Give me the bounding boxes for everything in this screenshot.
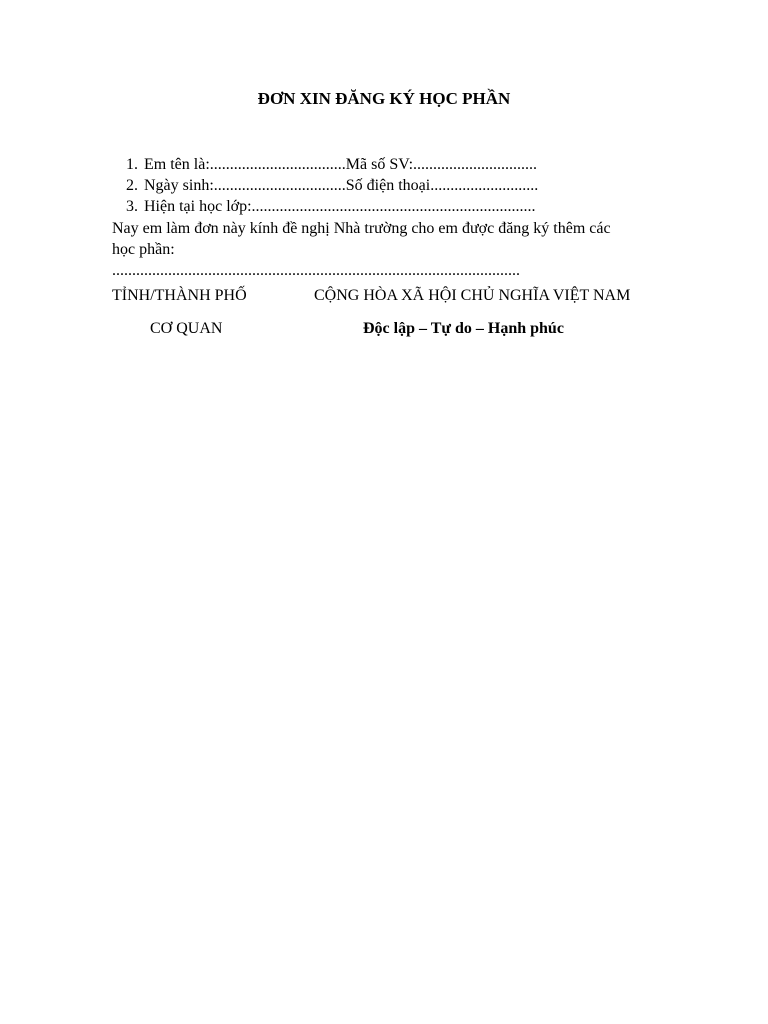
list-item <box>112 196 538 217</box>
list-item <box>112 154 538 175</box>
national-title: CỘNG HÒA XÃ HỘI CHỦ NGHĨA VIỆT NAM <box>314 287 631 304</box>
list-item-text: Ngày sinh:.................................Số điện thoại........................... <box>144 177 539 194</box>
list-item-number: 2. <box>126 177 138 194</box>
paragraph-line: học phần: <box>112 241 175 258</box>
list-item-text: Hiện tại học lớp:....................................................................... <box>144 198 536 215</box>
national-motto: Độc lập – Tự do – Hạnh phúc <box>363 320 564 337</box>
list-item-number: 3. <box>126 198 138 215</box>
document-title: ĐƠN XIN ĐĂNG KÝ HỌC PHẦN <box>257 89 511 108</box>
dotted-fill-line: ...................................................................................................... <box>112 262 520 279</box>
field-list <box>112 154 538 217</box>
list-item <box>112 175 538 196</box>
paragraph-line: Nay em làm đơn này kính đề nghị Nhà trường cho em được đăng ký thêm các <box>112 220 611 237</box>
list-item-number: 1. <box>126 156 138 173</box>
list-item-text: Em tên là:..................................Mã số SV:............................... <box>144 156 538 173</box>
province-label: TỈNH/THÀNH PHỐ <box>112 287 247 304</box>
agency-label: CƠ QUAN <box>150 320 223 337</box>
request-paragraph <box>112 218 682 281</box>
